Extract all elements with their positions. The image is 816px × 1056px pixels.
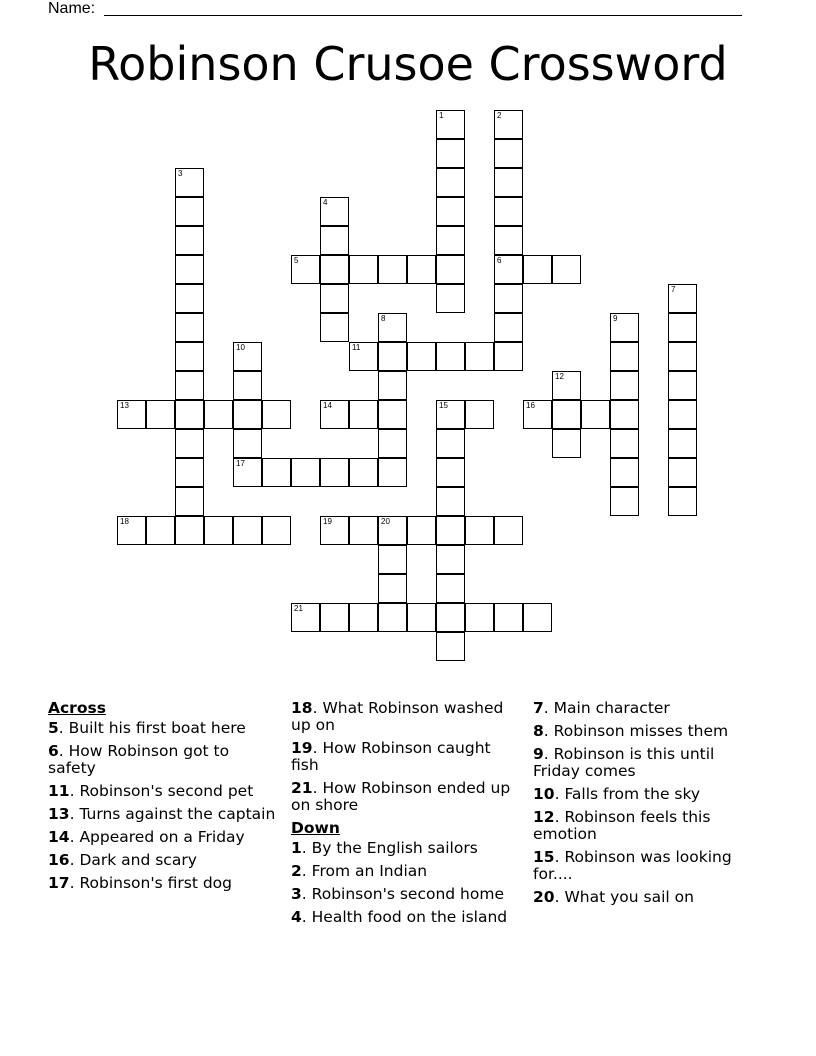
- grid-cell[interactable]: [175, 313, 204, 342]
- clue-down-1: 1. By the English sailors: [291, 839, 478, 857]
- grid-cell[interactable]: [581, 400, 610, 429]
- grid-cell[interactable]: [494, 342, 523, 371]
- grid-cell[interactable]: [610, 487, 639, 516]
- clues-column-2: [291, 700, 519, 932]
- grid-cell[interactable]: [233, 371, 262, 400]
- grid-cell[interactable]: [349, 255, 378, 284]
- clue-across-17: 17. Robinson's first dog: [48, 874, 232, 892]
- grid-cell[interactable]: [494, 603, 523, 632]
- grid-cell[interactable]: [175, 168, 204, 197]
- grid-cell[interactable]: [320, 226, 349, 255]
- grid-cell[interactable]: [610, 313, 639, 342]
- grid-cell[interactable]: [175, 516, 204, 545]
- clue-across-13: 13. Turns against the captain: [48, 805, 276, 823]
- grid-cell[interactable]: [175, 284, 204, 313]
- grid-cell[interactable]: [523, 603, 552, 632]
- clue-number: 9: [613, 314, 618, 323]
- grid-cell[interactable]: [610, 458, 639, 487]
- grid-cell[interactable]: [436, 632, 465, 661]
- grid-cell[interactable]: [349, 516, 378, 545]
- grid-cell[interactable]: [233, 516, 262, 545]
- clue-number: 3: [178, 169, 183, 178]
- clue-number: 10: [236, 343, 245, 352]
- grid-cell[interactable]: [117, 516, 146, 545]
- clue-down-4: 4. Health food on the island: [291, 908, 508, 926]
- clue-down-15: 15. Robinson was looking for....: [533, 848, 732, 883]
- grid-cell[interactable]: [233, 400, 262, 429]
- grid-cell[interactable]: [378, 255, 407, 284]
- clue-down-3: 3. Robinson's second home: [291, 885, 504, 903]
- clue-number: 13: [120, 401, 129, 410]
- clue-number: 5: [294, 256, 299, 265]
- grid-cell[interactable]: [378, 400, 407, 429]
- page-title: Robinson Crusoe Crossword: [88, 37, 728, 91]
- grid-cell[interactable]: [436, 516, 465, 545]
- grid-cell[interactable]: [436, 400, 465, 429]
- clue-number: 12: [555, 372, 564, 381]
- clue-across-21: 21. How Robinson ended up on shore: [291, 779, 511, 814]
- grid-cell[interactable]: [262, 400, 291, 429]
- grid-cell[interactable]: [320, 255, 349, 284]
- grid-cell[interactable]: [407, 603, 436, 632]
- name-label: Name:: [48, 0, 96, 17]
- grid-cell[interactable]: [349, 400, 378, 429]
- grid-cell[interactable]: [320, 603, 349, 632]
- clue-number: 2: [497, 111, 502, 120]
- grid-cell[interactable]: [436, 545, 465, 574]
- clue-down-12: 12. Robinson feels this emotion: [533, 808, 711, 843]
- grid-cell[interactable]: [320, 313, 349, 342]
- clue-number: 14: [323, 401, 332, 410]
- grid-cell[interactable]: [407, 342, 436, 371]
- grid-cell[interactable]: [668, 313, 697, 342]
- grid-cell[interactable]: [436, 603, 465, 632]
- clue-across-5: 5. Built his first boat here: [48, 719, 246, 737]
- grid-cell[interactable]: [349, 603, 378, 632]
- grid-cell[interactable]: [175, 255, 204, 284]
- grid-cell[interactable]: [378, 603, 407, 632]
- grid-cell[interactable]: [436, 255, 465, 284]
- grid-cell[interactable]: [291, 458, 320, 487]
- grid-cell[interactable]: [262, 516, 291, 545]
- grid-cell[interactable]: [436, 197, 465, 226]
- grid-cell[interactable]: [552, 429, 581, 458]
- grid-cell[interactable]: [320, 516, 349, 545]
- across-heading: Across: [48, 699, 106, 717]
- grid-cell[interactable]: [291, 603, 320, 632]
- clue-across-18: 18. What Robinson washed up on: [291, 699, 504, 734]
- grid-cell[interactable]: [175, 400, 204, 429]
- clue-across-16: 16. Dark and scary: [48, 851, 197, 869]
- clue-number: 21: [294, 604, 303, 613]
- grid-cell[interactable]: [436, 458, 465, 487]
- clue-down-9: 9. Robinson is this until Friday comes: [533, 745, 715, 780]
- grid-cell[interactable]: [262, 458, 291, 487]
- grid-cell[interactable]: [204, 400, 233, 429]
- grid-cell[interactable]: [407, 516, 436, 545]
- grid-cell[interactable]: [175, 197, 204, 226]
- grid-cell[interactable]: [291, 255, 320, 284]
- grid-cell[interactable]: [523, 400, 552, 429]
- grid-cell[interactable]: [378, 429, 407, 458]
- grid-cell[interactable]: [378, 313, 407, 342]
- grid-cell[interactable]: [233, 458, 262, 487]
- grid-cell[interactable]: [668, 400, 697, 429]
- clue-down-20: 20. What you sail on: [533, 888, 694, 906]
- grid-cell[interactable]: [204, 516, 233, 545]
- clues-column-1: [48, 700, 278, 898]
- grid-cell[interactable]: [175, 429, 204, 458]
- grid-cell[interactable]: [552, 371, 581, 400]
- grid-cell[interactable]: [436, 574, 465, 603]
- clue-across-14: 14. Appeared on a Friday: [48, 828, 245, 846]
- grid-cell[interactable]: [436, 110, 465, 139]
- grid-cell[interactable]: [552, 255, 581, 284]
- grid-cell[interactable]: [233, 429, 262, 458]
- grid-cell[interactable]: [378, 574, 407, 603]
- grid-cell[interactable]: [320, 284, 349, 313]
- grid-cell[interactable]: [320, 197, 349, 226]
- clue-number: 1: [439, 111, 444, 120]
- grid-cell[interactable]: [378, 545, 407, 574]
- clue-number: 15: [439, 401, 448, 410]
- grid-cell[interactable]: [175, 371, 204, 400]
- down-heading: Down: [291, 819, 340, 837]
- clue-number: 17: [236, 459, 245, 468]
- clue-number: 7: [671, 285, 676, 294]
- clue-number: 11: [352, 343, 361, 352]
- grid-cell[interactable]: [552, 400, 581, 429]
- grid-cell[interactable]: [349, 342, 378, 371]
- grid-cell[interactable]: [349, 458, 378, 487]
- grid-cell[interactable]: [436, 429, 465, 458]
- grid-cell[interactable]: [494, 313, 523, 342]
- clue-number: 4: [323, 198, 328, 207]
- grid-cell[interactable]: [436, 342, 465, 371]
- grid-cell[interactable]: [175, 226, 204, 255]
- clue-down-10: 10. Falls from the sky: [533, 785, 701, 803]
- grid-cell[interactable]: [494, 110, 523, 139]
- grid-cell[interactable]: [610, 429, 639, 458]
- grid-cell[interactable]: [465, 400, 494, 429]
- grid-cell[interactable]: [436, 168, 465, 197]
- grid-cell[interactable]: [320, 458, 349, 487]
- grid-cell[interactable]: [320, 400, 349, 429]
- grid-cell[interactable]: [146, 400, 175, 429]
- grid-cell[interactable]: [175, 487, 204, 516]
- grid-cell[interactable]: [668, 458, 697, 487]
- grid-cell[interactable]: [378, 371, 407, 400]
- clues-column-3: [533, 700, 748, 912]
- clue-across-11: 11. Robinson's second pet: [48, 782, 254, 800]
- grid-cell[interactable]: [407, 255, 436, 284]
- grid-cell[interactable]: [494, 197, 523, 226]
- clue-number: 8: [381, 314, 386, 323]
- grid-cell[interactable]: [378, 342, 407, 371]
- grid-cell[interactable]: [146, 516, 175, 545]
- grid-cell[interactable]: [494, 255, 523, 284]
- grid-cell[interactable]: [668, 487, 697, 516]
- clue-down-7: 7. Main character: [533, 699, 670, 717]
- clue-number: 19: [323, 517, 332, 526]
- clue-across-19: 19. How Robinson caught fish: [291, 739, 491, 774]
- grid-cell[interactable]: [610, 400, 639, 429]
- grid-cell[interactable]: [436, 139, 465, 168]
- grid-cell[interactable]: [523, 255, 552, 284]
- clue-down-2: 2. From an Indian: [291, 862, 428, 880]
- grid-cell[interactable]: [436, 226, 465, 255]
- grid-cell[interactable]: [117, 400, 146, 429]
- grid-cell[interactable]: [668, 429, 697, 458]
- clue-number: 20: [381, 517, 390, 526]
- grid-cell[interactable]: [436, 284, 465, 313]
- grid-cell[interactable]: [233, 342, 262, 371]
- clue-number: 18: [120, 517, 129, 526]
- grid-cell[interactable]: [378, 516, 407, 545]
- grid-cell[interactable]: [494, 226, 523, 255]
- grid-cell[interactable]: [610, 371, 639, 400]
- grid-cell[interactable]: [494, 168, 523, 197]
- grid-cell[interactable]: [668, 342, 697, 371]
- grid-cell[interactable]: [494, 516, 523, 545]
- clue-number: 16: [526, 401, 535, 410]
- grid-cell[interactable]: [465, 342, 494, 371]
- clue-down-8: 8. Robinson misses them: [533, 722, 729, 740]
- grid-cell[interactable]: [668, 371, 697, 400]
- grid-cell[interactable]: [378, 458, 407, 487]
- grid-cell[interactable]: [436, 487, 465, 516]
- grid-cell[interactable]: [175, 342, 204, 371]
- grid-cell[interactable]: [494, 139, 523, 168]
- clue-number: 6: [497, 256, 502, 265]
- grid-cell[interactable]: [465, 603, 494, 632]
- grid-cell[interactable]: [668, 284, 697, 313]
- grid-cell[interactable]: [610, 342, 639, 371]
- clue-across-6: 6. How Robinson got to safety: [48, 742, 230, 777]
- grid-cell[interactable]: [494, 284, 523, 313]
- grid-cell[interactable]: [465, 516, 494, 545]
- grid-cell[interactable]: [175, 458, 204, 487]
